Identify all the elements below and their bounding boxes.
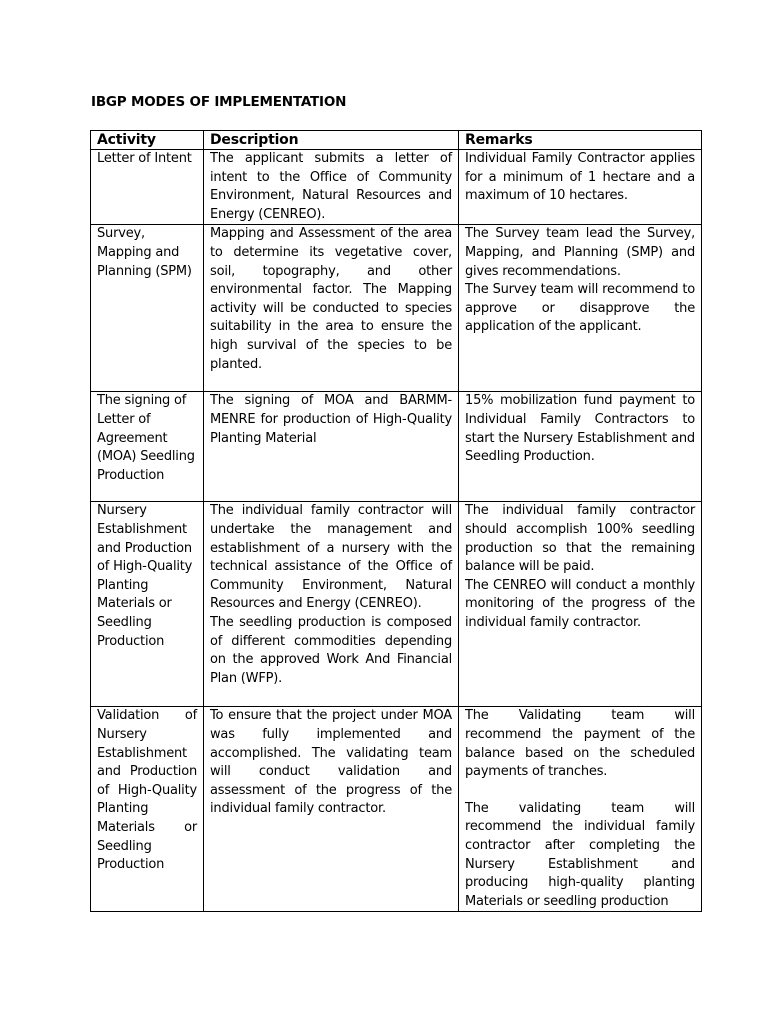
remarks-paragraph: The Validating team will recommend the payment of the balance based on the scheduled payments of tranches.: [465, 708, 695, 780]
table-row: [91, 150, 702, 225]
column-header-description: Description: [204, 131, 459, 150]
description-cell: To ensure that the project under MOA was fully implemented and accomplished. The validating team will conduct validation and assessment of the progress of the individual family contractor.: [204, 707, 459, 912]
remarks-cell: [459, 502, 702, 707]
table-row: [91, 225, 702, 392]
description-paragraph: The individual family contractor will undertake the management and establishment of a nursery with the technical assistance of the Office of Community Environment, Natural Resources and Energy (CENREO).: [210, 503, 452, 612]
implementation-modes-table: [90, 130, 702, 912]
column-header-activity: Activity: [91, 131, 204, 150]
description-cell: The signing of MOA and BARMM-MENRE for production of High-Quality Planting Material: [204, 392, 459, 502]
remarks-paragraph: Individual Family Contractor applies for a minimum of 1 hectare and a maximum of 10 hectares.: [465, 151, 695, 204]
document-title: IBGP MODES OF IMPLEMENTATION: [91, 94, 347, 110]
activity-cell: The signing of Letter of Agreement (MOA) Seedling Production: [91, 392, 204, 502]
description-cell: [204, 502, 459, 707]
remarks-paragraph: The individual family contractor should accomplish 100% seedling production so that the remaining balance will be paid.: [465, 503, 695, 575]
table-row: [91, 707, 702, 912]
activity-cell: Letter of Intent: [91, 150, 204, 225]
remarks-cell: [459, 225, 702, 392]
paragraph-spacer: [465, 782, 695, 800]
remarks-paragraph: The CENREO will conduct a monthly monitoring of the progress of the individual family contractor.: [465, 577, 695, 630]
table-row: [91, 502, 702, 707]
remarks-paragraph: 15% mobilization fund payment to Individual Family Contractors to start the Nursery Establishment and Seedling Production.: [465, 393, 695, 465]
activity-cell: Survey, Mapping and Planning (SPM): [91, 225, 204, 392]
remarks-cell: [459, 150, 702, 225]
table-header-row: [91, 131, 702, 150]
remarks-cell: [459, 392, 702, 502]
activity-cell: Validation of Nursery Establishment and Production of High-Quality Planting Materials or Seedling Production: [91, 707, 204, 912]
remarks-paragraph: The Survey team lead the Survey, Mapping, and Planning (SMP) and gives recommendations.: [465, 226, 695, 279]
table-row: [91, 392, 702, 502]
column-header-remarks: Remarks: [459, 131, 702, 150]
description-cell: Mapping and Assessment of the area to determine its vegetative cover, soil, topography, and other environmental factor. The Mapping activity will be conducted to species suitability in the area to ensure the high survival of the species to be planted.: [204, 225, 459, 392]
remarks-cell: [459, 707, 702, 912]
activity-cell: Nursery Establishment and Production of High-Quality Planting Materials or Seedling Production: [91, 502, 204, 707]
description-cell: The applicant submits a letter of intent to the Office of Community Environment, Natural Resources and Energy (CENREO).: [204, 150, 459, 225]
remarks-paragraph: The validating team will recommend the individual family contractor after completing the Nursery Establishment and producing high-quality planting Materials or seedling production: [465, 800, 695, 909]
remarks-paragraph: The Survey team will recommend to approve or disapprove the application of the applicant.: [465, 282, 695, 335]
description-paragraph: The seedling production is composed of different commodities depending on the approved Work And Financial Plan (WFP).: [210, 614, 452, 686]
